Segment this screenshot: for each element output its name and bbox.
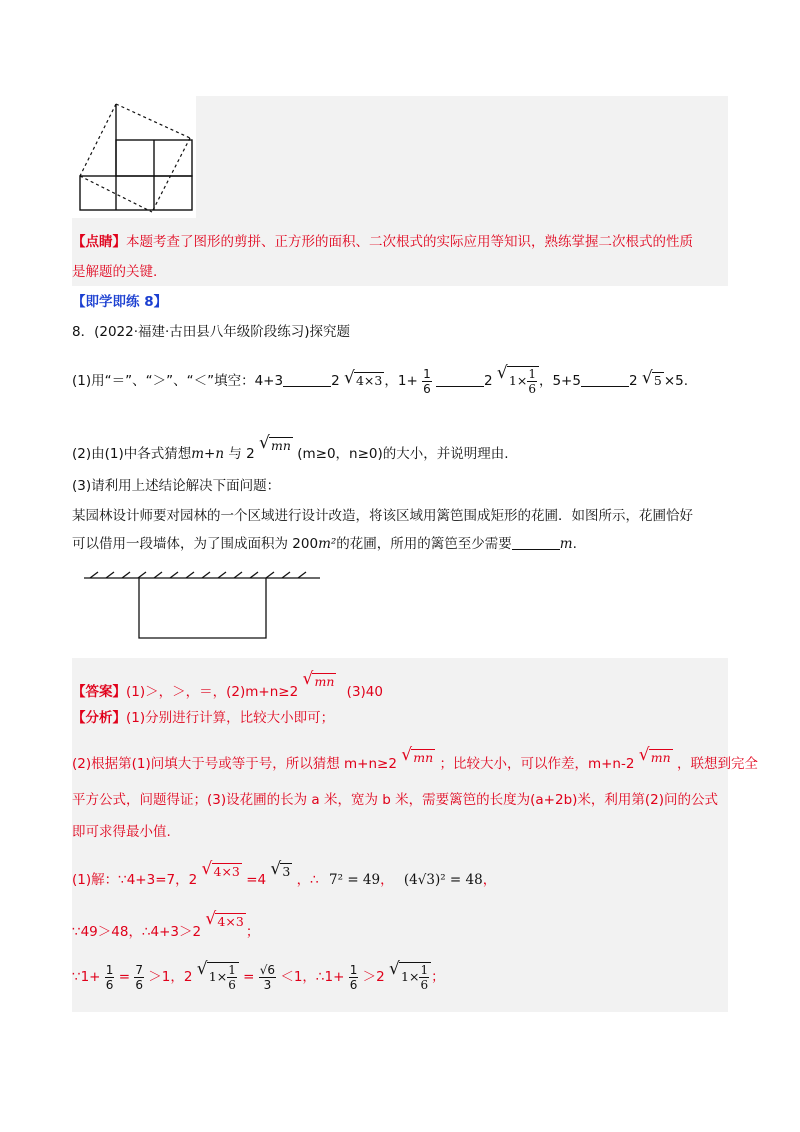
answer-radicand: mn xyxy=(314,674,335,689)
problem-q3-text-1: 某园林设计师要对园林的一个区域进行设计改造，将该区域用篱笆围成矩形的花圃．如图所示，花圃恰好 xyxy=(72,508,693,524)
q2-var: m+n xyxy=(191,446,225,462)
sol3-frac-3 xyxy=(259,963,276,992)
q2-radical xyxy=(259,436,293,456)
solution-line-3 xyxy=(72,962,445,992)
q3-blank xyxy=(512,535,560,550)
q1-rb-num: 1 xyxy=(528,367,536,381)
sol3-radical-2 xyxy=(389,962,431,992)
answer-radical xyxy=(302,672,336,692)
sol3-radpre-1: 1× xyxy=(208,969,228,984)
analysis-radicand-1: mn xyxy=(413,750,434,765)
point-text-1: 本题考查了图形的剪拼、正方形的面积、二次根式的实际应用等知识，熟练掌握二次根式的性质 xyxy=(126,234,693,250)
sol3-rf1n: 1 xyxy=(228,963,236,977)
sol1-c: ，∴ xyxy=(296,872,319,888)
sol1-eq2: (4√3)² = 48 xyxy=(403,872,483,888)
point-line-1 xyxy=(72,232,693,252)
analysis-text-2c: ，联想到完全 xyxy=(676,756,758,772)
sol1-b: =4 xyxy=(246,872,267,888)
sol3-b: ＞1，2 xyxy=(148,969,193,985)
answer-part3: (3)40 xyxy=(346,684,383,700)
garden-figure xyxy=(84,570,324,644)
sol1-end: ， xyxy=(482,872,497,888)
q1-radicand-a: 4×3 xyxy=(355,373,383,388)
q2-cond: (m≥0，n≥0)的大小，并说明理由. xyxy=(297,446,509,462)
q1-radical-a xyxy=(344,371,384,391)
solution-line-1 xyxy=(72,862,496,890)
q1-blank-2 xyxy=(436,372,484,387)
sol3-c: ＜1，∴1+ xyxy=(280,969,345,985)
analysis-line-2 xyxy=(72,748,758,774)
answer-line xyxy=(72,672,383,702)
sol2-radical xyxy=(205,912,245,932)
sol1-a: (1)解：∵4+3=7，2 xyxy=(72,872,198,888)
q1-coef-c: 2 xyxy=(628,373,638,389)
sol1-radicand-b: 3 xyxy=(282,864,291,879)
q1-frac xyxy=(422,367,432,396)
q2-with: 与 2 xyxy=(224,446,255,462)
q1-frac-num: 1 xyxy=(423,366,431,381)
sol3-radpre-2: 1× xyxy=(401,969,420,984)
sol3-f4n: 1 xyxy=(349,962,358,977)
sol1-radical-a xyxy=(202,862,242,882)
sol3-frac-2 xyxy=(134,963,144,992)
sol3-d: ＞2 xyxy=(362,969,385,985)
sol1-eq1: 7² = 49 xyxy=(329,872,381,888)
analysis-text-1: (1)分别进行计算，比较大小即可； xyxy=(126,710,335,726)
sol3-f3n: √6 xyxy=(259,962,276,977)
analysis-radical-2 xyxy=(639,748,673,768)
analysis-line-4: 即可求得最小值. xyxy=(72,824,171,840)
section-title: 【即学即练 8】 xyxy=(72,294,168,310)
q1-coef-a: 2 xyxy=(331,373,340,389)
q1-radicand-b-pre: 1× xyxy=(508,373,528,388)
sol3-f2n: 7 xyxy=(135,962,143,977)
square-figure xyxy=(72,96,196,218)
q1-radical-c xyxy=(642,371,664,391)
q1-sep-b: ，5+5 xyxy=(538,373,581,389)
problem-q1 xyxy=(72,366,688,396)
sol3-a: ∵1+ xyxy=(72,969,101,985)
sol3-rad-frac-2 xyxy=(419,963,429,992)
sol1-sep: ， xyxy=(380,872,394,888)
sol3-f1n: 1 xyxy=(105,962,114,977)
analysis-text-2b: ；比较大小，可以作差，m+n-2 xyxy=(439,756,635,772)
analysis-text-2a: (2)根据第(1)问填大于号或等于号，所以猜想 m+n≥2 xyxy=(72,756,397,772)
q1-sep-a: ，1+ xyxy=(384,373,418,389)
q1-rb-den: 6 xyxy=(528,382,536,396)
problem-header: 8．(2022·福建·古田县八年级阶段练习)探究题 xyxy=(72,324,351,340)
problem-q3: (3)请利用上述结论解决下面问题： xyxy=(72,478,281,494)
analysis-label: 【分析】 xyxy=(72,710,126,726)
problem-q3-text-2 xyxy=(72,534,577,554)
sol3-frac-4 xyxy=(349,963,359,992)
sol3-radicand-1 xyxy=(207,962,239,992)
q1-radical-b xyxy=(497,366,539,396)
sol3-f3d: 3 xyxy=(263,977,272,992)
sol1-radicand-a: 4×3 xyxy=(213,864,240,879)
q1-radicand-b-frac xyxy=(527,367,537,396)
sol3-end: ； xyxy=(431,969,445,985)
q2-radicand: mn xyxy=(271,438,291,453)
q1-end: . xyxy=(683,373,689,389)
q3-unit: m xyxy=(559,536,573,552)
q1-prefix: (1)用“＝”、“＞”、“＜”填空：4+3 xyxy=(72,373,284,389)
sol3-frac-1 xyxy=(105,963,115,992)
answer-label: 【答案】 xyxy=(72,684,126,700)
q1-blank-1 xyxy=(283,372,331,387)
analysis-radicand-2: mn xyxy=(650,750,671,765)
sol3-radical-1 xyxy=(197,962,239,992)
q1-radicand-c: 5 xyxy=(653,373,662,388)
sol3-f1d: 6 xyxy=(105,977,114,992)
sol1-radical-b xyxy=(270,862,292,882)
sol3-f4d: 6 xyxy=(349,977,358,992)
sol3-rf2n: 1 xyxy=(420,963,429,977)
q1-tail-c: ×5 xyxy=(663,373,684,389)
q1-coef-b: 2 xyxy=(484,373,493,389)
sol2-end: ； xyxy=(245,924,260,940)
q1-radicand-b xyxy=(507,366,539,396)
analysis-line-3: 平方公式，问题得证；(3)设花圃的长为 a 米，宽为 b 米，需要篱笆的长度为(a+2b)米，利用第(2)问的公式 xyxy=(72,792,719,808)
sol3-radicand-2 xyxy=(399,962,431,992)
q3-end: . xyxy=(572,536,577,552)
sol2-radicand: 4×3 xyxy=(217,914,244,929)
q3-text2a: 可以借用一段墙体，为了围成面积为 200 xyxy=(72,536,319,552)
analysis-line-1 xyxy=(72,708,334,728)
point-label: 【点睛】 xyxy=(72,234,126,250)
sol3-rad-frac-1 xyxy=(227,963,237,992)
analysis-radical-1 xyxy=(401,748,435,768)
answer-text: (1)＞，＞，＝，(2)m+n≥2 xyxy=(126,684,299,700)
point-line-2: 是解题的关键. xyxy=(72,264,158,280)
q1-blank-3 xyxy=(581,372,629,387)
sol3-eq: = xyxy=(118,969,131,985)
sol3-rf1d: 6 xyxy=(228,978,236,992)
q1-frac-den: 6 xyxy=(423,381,431,396)
sol3-eq2: = xyxy=(243,969,255,985)
sol3-f2d: 6 xyxy=(135,977,143,992)
problem-q2 xyxy=(72,436,509,464)
q2-prefix: (2)由(1)中各式猜想 xyxy=(72,446,192,462)
sol2-a: ∵49＞48，∴4+3＞2 xyxy=(72,924,202,940)
sol3-rf2d: 6 xyxy=(420,978,429,992)
q3-text2b: 的花圃，所用的篱笆至少需要 xyxy=(336,536,512,552)
solution-line-2 xyxy=(72,912,259,942)
q3-area-unit: m² xyxy=(318,536,337,552)
